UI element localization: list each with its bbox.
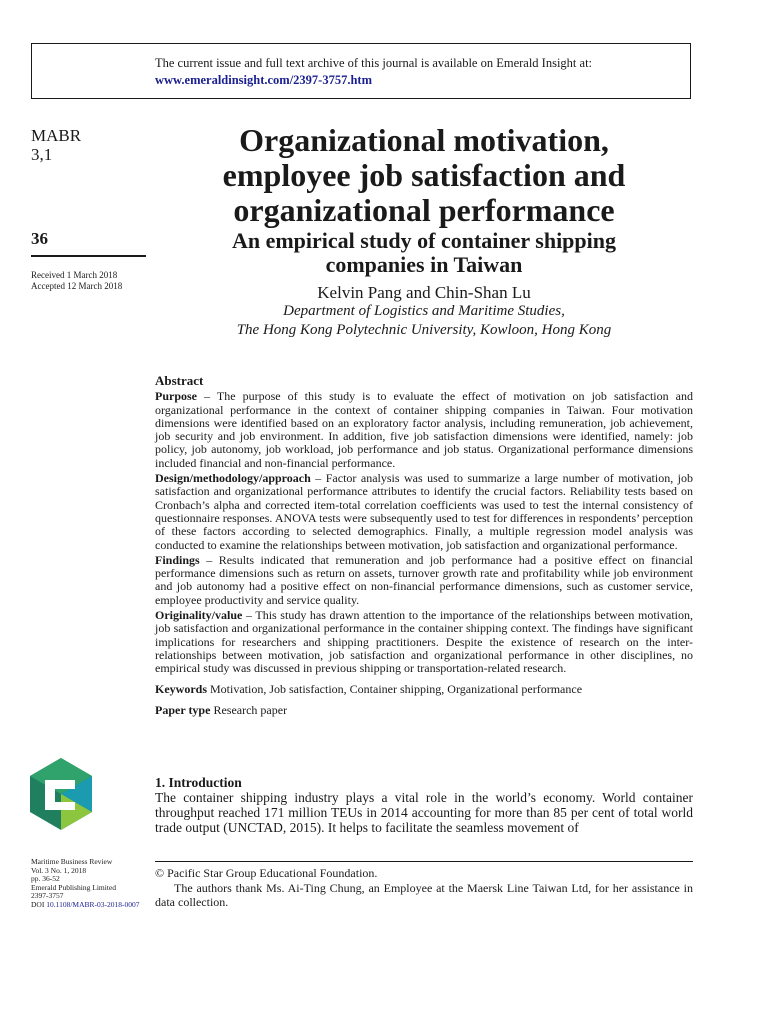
submission-dates (31, 270, 147, 292)
publication-pages: pp. 36-52 (31, 874, 60, 884)
findings-text: – Results indicated that remuneration and job performance had a positive effect on financial performance dimensions such as return on assets, turnover growth rate and profitability while job environment and job autonomy had a positive effect on non-financial performance dimensions, such as customer service, employee productivity and service quality. (155, 552, 693, 607)
purpose-label: Purpose (155, 389, 197, 404)
article-title (150, 123, 698, 228)
abstract-originality (155, 609, 693, 675)
publication-journal: Maritime Business Review (31, 857, 113, 866)
doi-label: DOI (31, 899, 45, 909)
design-text: – Factor analysis was used to summarize a large number of motivation, job satisfaction and organizational performance attributes to identify the crucial factors. Reliability tests based on Cronbach’s alpha and corrected item-total correlation coefficients was used to test the internal consistency of questionnaire responses. ANOVA tests were subsequently used to test for differences in respondents’ perception of these factors according to selected demographics. Finally, a multiple regression model analysis was conducted to examine the relationships between motivation, job satisfaction and organizational performance. (155, 471, 693, 552)
subtitle-line-1: An empirical study of container shipping (231, 228, 617, 253)
logo-mark-top (45, 780, 75, 789)
acknowledgement-note: The authors thank Ms. Ai-Ting Chung, an Employee at the Maersk Line Taiwan Ltd, for her assistance in data collection. (155, 880, 693, 909)
title-line-2: employee job satisfaction and (222, 157, 626, 193)
emerald-logo-icon (30, 758, 92, 830)
publication-info (31, 858, 161, 910)
footnotes (155, 866, 693, 910)
doi-link[interactable]: 10.1108/MABR-03-2018-0007 (46, 899, 140, 909)
title-line-3: organizational performance (233, 192, 615, 228)
abstract-paper-type (155, 704, 693, 717)
abstract-section (155, 374, 693, 717)
title-line-1: Organizational motivation, (239, 122, 609, 158)
paper-type-label: Paper type (155, 702, 211, 717)
publication-issn: 2397-3757 (31, 891, 64, 901)
originality-label: Originality/value (155, 608, 243, 623)
abstract-purpose (155, 390, 693, 470)
paper-type-text: Research paper (210, 702, 288, 717)
page-number-rule (31, 255, 146, 257)
keywords-text: Motivation, Job satisfaction, Container shipping, Organizational performance (207, 681, 583, 696)
publication-doi (31, 901, 161, 910)
publication-publisher: Emerald Publishing Limited (31, 882, 116, 892)
page-number: 36 (31, 229, 48, 248)
keywords-label: Keywords (155, 681, 207, 696)
abstract-design (155, 472, 693, 552)
abstract-keywords (155, 683, 693, 696)
journal-volume-label (31, 126, 147, 164)
abstract-findings (155, 554, 693, 607)
article-subtitle (150, 229, 698, 277)
logo-mark-bottom (45, 802, 75, 810)
accepted-date: Accepted 12 March 2018 (31, 281, 123, 291)
design-label: Design/methodology/approach (155, 471, 311, 486)
purpose-text: – The purpose of this study is to evaluate the effect of motivation on job satisfaction and organizational performance in the context of container shipping companies in Taiwan. Four motivation dimensions were identified based on an exploratory factor analysis, including remuneration, job achievement, job security and job environment. In addition, five job satisfaction dimensions were identified, namely: job policy, job autonomy, job workload, job performance and job status. Organizational performance dimensions included financial and non-financial performance. (155, 389, 693, 470)
author-affiliation (150, 302, 698, 340)
journal-url-link[interactable]: www.emeraldinsight.com/2397-3757.htm (155, 73, 372, 87)
notice-text: The current issue and full text archive of this journal is available on Emerald Insight at: (155, 56, 593, 70)
author-names: Kelvin Pang and Chin-Shan Lu (317, 283, 531, 302)
journal-archive-notice (31, 43, 691, 99)
originality-text: – This study has drawn attention to the importance of the relationships between motivation, job satisfaction and organizational performance in the container shipping context. The findings have significant implications for researchers and shipping practitioners. Despite the existence of research on the inter-relationships between motivation, job satisfaction and organizational performance in other disciplines, no empirical study was discussed in previous shipping or transportation-related research. (155, 608, 693, 676)
abstract-heading: Abstract (155, 373, 204, 388)
subtitle-line-2: companies in Taiwan (325, 252, 523, 277)
introduction-section (155, 775, 693, 835)
affiliation-line-2: The Hong Kong Polytechnic University, Kowloon, Hong Kong (236, 322, 612, 338)
notice-text-block (155, 55, 592, 89)
journal-volume: 3,1 (31, 145, 53, 164)
introduction-text: The container shipping industry plays a vital role in the world’s economy. World container throughput reached 171 million TEUs in 2014 accounting for more than 85 per cent of total world trade output (UNCTAD, 2015). It helps to facilitate the seamless movement of (155, 790, 693, 835)
copyright-note: © Pacific Star Group Educational Foundation. (155, 866, 378, 880)
affiliation-line-1: Department of Logistics and Maritime Studies, (283, 303, 565, 319)
footnote-rule (155, 861, 693, 862)
introduction-heading: 1. Introduction (155, 775, 242, 790)
received-date: Received 1 March 2018 (31, 270, 118, 280)
findings-label: Findings (155, 552, 200, 567)
publication-volume: Vol. 3 No. 1, 2018 (31, 865, 87, 875)
journal-abbreviation: MABR (31, 126, 82, 145)
